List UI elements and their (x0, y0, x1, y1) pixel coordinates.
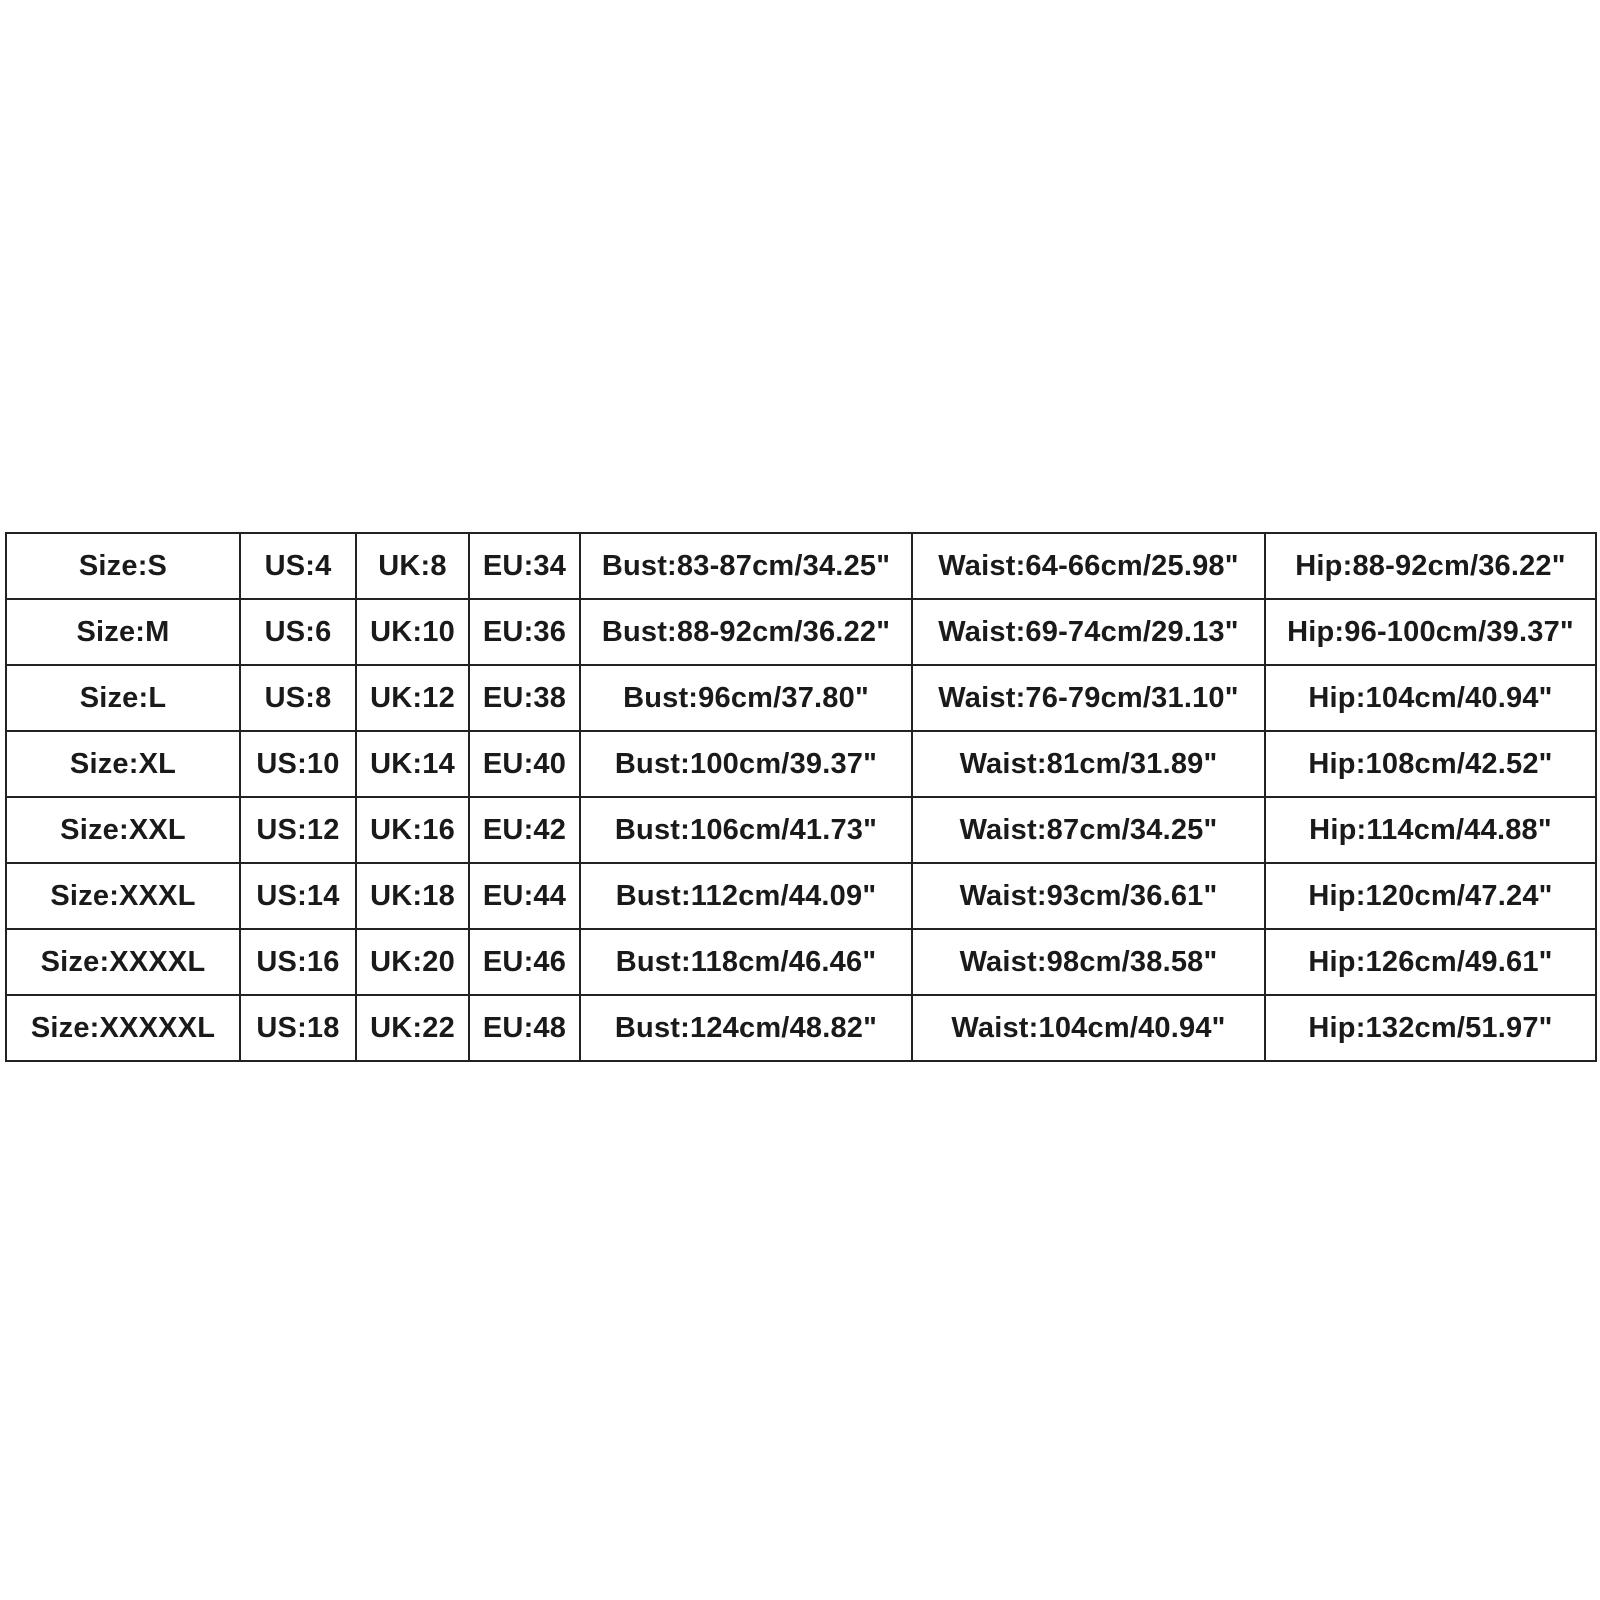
hip-cell: Hip:104cm/40.94" (1265, 665, 1596, 731)
uk-size-cell: UK:12 (356, 665, 469, 731)
hip-cell: Hip:120cm/47.24" (1265, 863, 1596, 929)
size-row-xxxxl (6, 929, 1596, 995)
size-cell: Size:L (6, 665, 240, 731)
waist-cell: Waist:104cm/40.94" (912, 995, 1265, 1061)
size-cell: Size:XXL (6, 797, 240, 863)
eu-size-cell: EU:40 (469, 731, 580, 797)
bust-cell: Bust:124cm/48.82" (580, 995, 912, 1061)
us-size-cell: US:12 (240, 797, 356, 863)
bust-cell: Bust:88-92cm/36.22" (580, 599, 912, 665)
uk-size-cell: UK:22 (356, 995, 469, 1061)
us-size-cell: US:18 (240, 995, 356, 1061)
eu-size-cell: EU:48 (469, 995, 580, 1061)
size-row-xxxl (6, 863, 1596, 929)
uk-size-cell: UK:10 (356, 599, 469, 665)
size-cell: Size:XXXL (6, 863, 240, 929)
eu-size-cell: EU:42 (469, 797, 580, 863)
hip-cell: Hip:114cm/44.88" (1265, 797, 1596, 863)
size-cell: Size:XXXXL (6, 929, 240, 995)
us-size-cell: US:14 (240, 863, 356, 929)
us-size-cell: US:8 (240, 665, 356, 731)
bust-cell: Bust:83-87cm/34.25" (580, 533, 912, 599)
waist-cell: Waist:64-66cm/25.98" (912, 533, 1265, 599)
size-cell: Size:M (6, 599, 240, 665)
size-row-xxl (6, 797, 1596, 863)
us-size-cell: US:6 (240, 599, 356, 665)
waist-cell: Waist:76-79cm/31.10" (912, 665, 1265, 731)
bust-cell: Bust:100cm/39.37" (580, 731, 912, 797)
waist-cell: Waist:69-74cm/29.13" (912, 599, 1265, 665)
size-row-s (6, 533, 1596, 599)
eu-size-cell: EU:36 (469, 599, 580, 665)
bust-cell: Bust:118cm/46.46" (580, 929, 912, 995)
size-row-l (6, 665, 1596, 731)
size-chart-table (5, 532, 1597, 1062)
eu-size-cell: EU:38 (469, 665, 580, 731)
waist-cell: Waist:93cm/36.61" (912, 863, 1265, 929)
hip-cell: Hip:88-92cm/36.22" (1265, 533, 1596, 599)
uk-size-cell: UK:8 (356, 533, 469, 599)
size-cell: Size:XXXXXL (6, 995, 240, 1061)
eu-size-cell: EU:44 (469, 863, 580, 929)
size-row-xxxxxl (6, 995, 1596, 1061)
size-cell: Size:XL (6, 731, 240, 797)
waist-cell: Waist:98cm/38.58" (912, 929, 1265, 995)
bust-cell: Bust:112cm/44.09" (580, 863, 912, 929)
size-row-m (6, 599, 1596, 665)
eu-size-cell: EU:34 (469, 533, 580, 599)
hip-cell: Hip:108cm/42.52" (1265, 731, 1596, 797)
size-row-xl (6, 731, 1596, 797)
size-cell: Size:S (6, 533, 240, 599)
bust-cell: Bust:106cm/41.73" (580, 797, 912, 863)
bust-cell: Bust:96cm/37.80" (580, 665, 912, 731)
waist-cell: Waist:81cm/31.89" (912, 731, 1265, 797)
uk-size-cell: UK:14 (356, 731, 469, 797)
uk-size-cell: UK:16 (356, 797, 469, 863)
us-size-cell: US:10 (240, 731, 356, 797)
us-size-cell: US:16 (240, 929, 356, 995)
waist-cell: Waist:87cm/34.25" (912, 797, 1265, 863)
uk-size-cell: UK:20 (356, 929, 469, 995)
hip-cell: Hip:126cm/49.61" (1265, 929, 1596, 995)
hip-cell: Hip:96-100cm/39.37" (1265, 599, 1596, 665)
us-size-cell: US:4 (240, 533, 356, 599)
uk-size-cell: UK:18 (356, 863, 469, 929)
hip-cell: Hip:132cm/51.97" (1265, 995, 1596, 1061)
eu-size-cell: EU:46 (469, 929, 580, 995)
